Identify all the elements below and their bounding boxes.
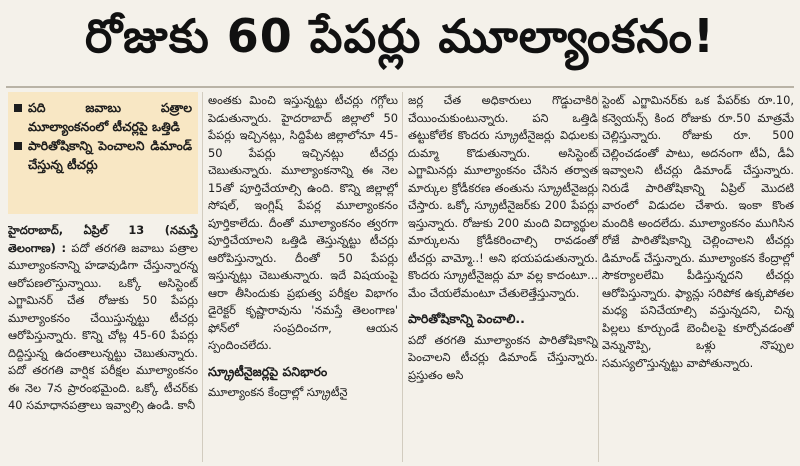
article-text: అంతకు మించి ఇస్తున్నట్టు టీచర్లు గగ్గోలు పెడుతున్నారు. హైదరాబాద్ జిల్లాలో 50 పేపర్లు ఇచ్చినట్లు, సిద్దిపేట జిల్లాలోనూ 45-50 పేపర్లు ఇచ్చినట్లు టీచర్లు చెబుతున్నారు. మూల్యాంకనాన్ని ఈ నెల 15తో పూర్తిచేయాల్సి ఉంది. కొన్ని జిల్లాల్లో సోషల్, ఇంగ్లిష్ పేపర్ల మూల్యాంకనం పూర్తికాలేదు. దీంతో మూల్యాంకనం త్వరగా పూర్తిచేయాలని ఒత్తిడి తెస్తున్నట్టు టీచర్లు ఆరోపిస్తున్నారు. దీంతో 50 పేపర్లు ఇస్తున్నట్లు చెబుతున్నారు. ఇదే విషయంపై ఆరా తీసిందుకు ప్రభుత్వ పరీక్షల విభాగం డైరెక్టర్ కృష్ణారావును 'నమస్తే తెలంగాణ' ఫోన్‌లో సంప్రదించగా, ఆయన స్పందించలేదు. — [208, 93, 398, 352]
headline: రోజుకు 60 పేపర్లు మూల్యాంకనం! — [85, 9, 715, 63]
article-paragraph — [8, 222, 198, 415]
article-text: స్టెంట్ ఎగ్జామినర్‌కు ఒక పేపర్‌కు రూ.10, కన్వెయన్స్ కింద రోజుకు రూ.50 మాత్రమే చెల్లిస్తున్నారు. రోజుకు రూ. 500 చెల్లించడంతో పాటు, అదనంగా టీఏ, డీఏ ఇవ్వాలని టీచర్లు డిమాండ్ చేస్తున్నారు. నిరుడే పారితోషికాన్ని ఏప్రిల్ మొదటి వారంలో విడుదల చేశారు. ఇంకా కొంత మందికి అందలేదు. మూల్యాంకనం ముగిసిన రోజే పారితోషికాన్ని చెల్లించాలని టీచర్లు డిమాండ్ చేస్తున్నారు. మూల్యాంకన కేంద్రాల్లో సౌకర్యాలలేమి పీడిస్తున్నదని టీచర్లు ఆరోపిస్తున్నారు. ఫ్యాన్లు సరిపోక ఉక్కపోతల మధ్య పనిచేయాల్సి వస్తున్నదని, చిన్న పిల్లలు కూర్చుండే బెంచీలపై కూర్చోవడంతో వెన్నునొప్పి, ఒళ్లు నొప్పుల సమస్యలొస్తున్నట్టు వాపోతున్నారు. — [602, 93, 794, 370]
square-bullet-icon — [14, 142, 22, 150]
article-text: మూల్యాంకన కేంద్రాల్లో స్క్రూటీనై — [208, 385, 348, 399]
column-3 — [408, 92, 598, 462]
byline: హైదరాబాద్, ఏప్రిల్ 13 (నమస్తే తెలంగాణ) : — [8, 223, 198, 255]
column-4 — [602, 92, 794, 462]
column-1 — [8, 92, 198, 462]
column-divider — [598, 92, 599, 462]
highlight-text: పది జవాబు పత్రాల మూల్యాంకనంలో టీచర్లపై ఒత్తిడి — [28, 100, 192, 134]
article-text: పదో తరగతి జవాబు పత్రాల మూల్యాంకనాన్ని హడావుడిగా చేస్తున్నారన్న ఆరోపణలొస్తున్నాయి. ఒక్కో అసిస్టెంట్ ఎగ్జామినర్ చేత రోజుకు 50 పేపర్లు మూల్యాంకనం చేయిస్తున్నట్టు టీచర్లు ఆరోపిస్తున్నారు. కొన్ని చోట్ల 45-60 పేపర్లు దిద్దిస్తున్న ఉదంతాలున్నట్టు చెబుతున్నారు. పదో తరగతి వార్షిక పరీక్షల మూల్యాంకనం ఈ నెల 7న ప్రారంభమైంది. ఒక్కో టీచర్‌కు 40 సమాధానపత్రాలు ఇవ్వాల్సి ఉండి. కానీ — [8, 240, 198, 412]
highlights-box — [8, 92, 198, 214]
square-bullet-icon — [14, 104, 22, 112]
headline-rule — [6, 86, 794, 88]
highlight-text: పారితోషికాన్ని పెంచాలని డిమాండ్ చేస్తున్న టీచర్లు — [28, 138, 192, 172]
column-2 — [208, 92, 398, 462]
column-divider — [402, 92, 403, 462]
article-text: జర్ల చేత అధికారులు గొడ్డుచాకిరి చేయించుకుంటున్నారు. పని ఒత్తిడి తట్టుకోలేక కొందరు స్క్రూటీనైజర్లు విధులకు దుమ్మా కొడుతున్నారు. అసిస్టెంట్ ఎగ్జామినర్లు మూల్యాంకనం చేసిన తర్వాత మార్కుల క్రోడీకరణ తంతును స్క్రూటీనైజర్లు చేస్తారు. ఒక్కో స్క్రూటీనైజర్‌కు 200 పేపర్లు ఇస్తున్నారు. రోజుకు 200 మంది విద్యార్థుల మార్కులను క్రోడీకరించాల్సి రావడంతో టీచర్లు వామ్మో..! అని భయపడుతున్నారు. కొందరు స్క్రూటీనైజర్లు మా వల్ల కాదంటూ... మేం చేయలేమంటూ చేతులెత్తేస్తున్నారు. — [408, 93, 598, 300]
subheading: స్క్రూటీనైజర్లపై పనిభారం — [208, 363, 328, 379]
highlight-item — [14, 98, 192, 136]
column-divider — [202, 92, 203, 462]
subheading: పారితోషికాన్ని పెంచాలి.. — [408, 311, 525, 326]
article-text: పదో తరగతి మూల్యాంకన పారితోషికాన్ని పెంచాలని టీచర్లు డిమాండ్ చేస్తున్నారు. ప్రస్తుతం అసి — [408, 332, 598, 382]
highlight-item — [14, 136, 192, 174]
